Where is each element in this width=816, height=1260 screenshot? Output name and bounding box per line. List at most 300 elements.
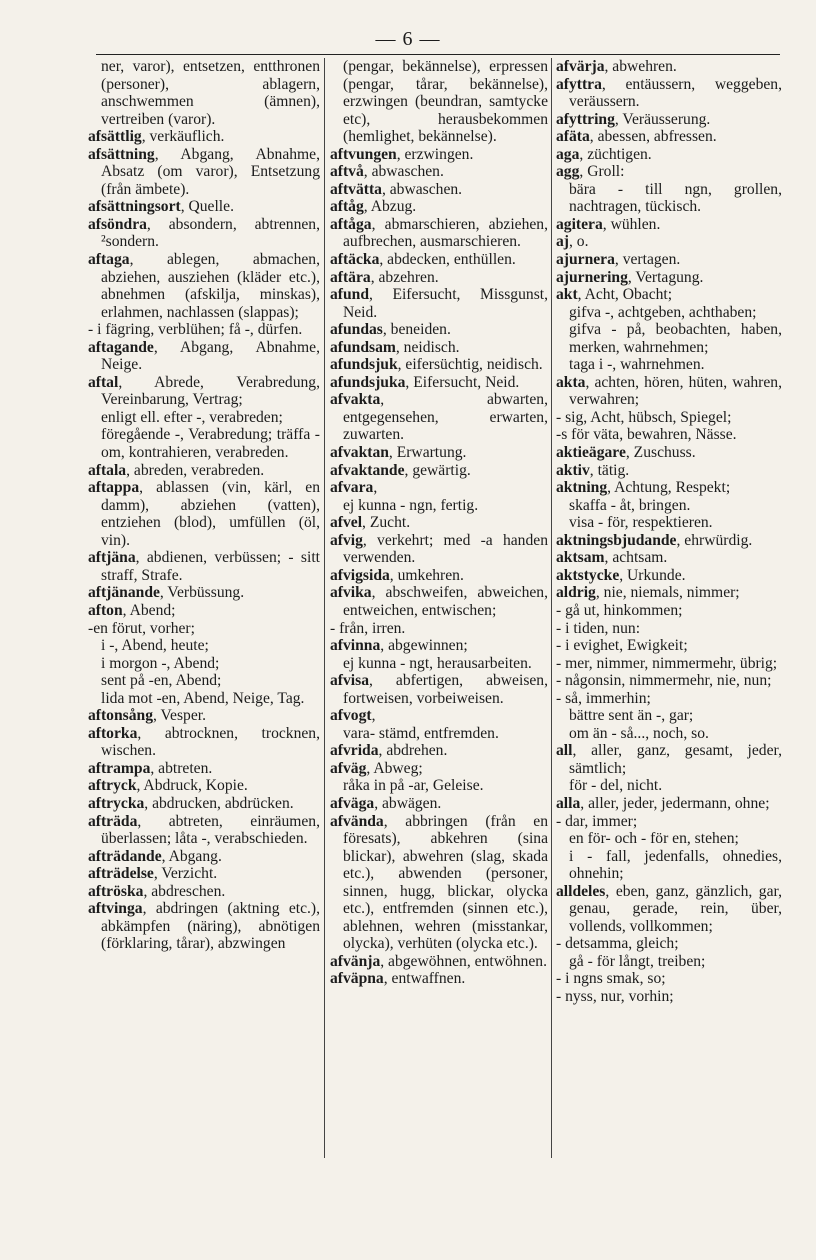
dictionary-entry: [556, 163, 782, 181]
dictionary-entry: [330, 620, 548, 638]
entry-headword: aj: [556, 233, 569, 251]
entry-headword: afvaktande: [330, 461, 405, 479]
entry-text: , Abgang.: [161, 847, 222, 865]
dictionary-entry: [556, 567, 782, 585]
dictionary-entry: [330, 584, 548, 619]
entry-text: , Abweg;: [366, 759, 423, 777]
entry-text: , ablegen, abmachen, abziehen, ausziehen (kläder etc.), abnehmen (afskilja, minskas), erlahmen, nachlassen (slappas);: [101, 251, 320, 321]
entry-headword: afäta: [556, 128, 590, 146]
dictionary-entry: [556, 988, 782, 1006]
entry-text: - detsamma, gleich;: [556, 935, 679, 953]
entry-text: , Acht, Obacht;: [577, 286, 673, 304]
entry-text: , nie, niemals, nimmer;: [595, 584, 740, 602]
entry-text: , Abend;: [122, 601, 176, 619]
entry-headword: aftjänande: [88, 584, 160, 602]
entry-headword: aftryck: [88, 777, 137, 795]
entry-headword: aga: [556, 145, 580, 163]
entry-text: , abwarten, entgegensehen, erwarten, zuwarten.: [343, 391, 548, 444]
entry-text: - mer, nimmer, nimmermehr, übrig;: [556, 654, 778, 672]
dictionary-entry: [556, 269, 782, 287]
dictionary-entry: [330, 479, 548, 497]
dictionary-entry: [330, 725, 548, 743]
entry-text: - från, irren.: [330, 619, 406, 637]
entry-text: , ehrwürdig.: [676, 531, 753, 549]
entry-headword: aftala: [88, 461, 127, 479]
entry-headword: afsättlig: [88, 128, 142, 146]
entry-text: -en förut, vorher;: [88, 619, 195, 637]
entry-text: - i fägring, verblühen; få -, dürfen.: [88, 321, 303, 339]
dictionary-entry: [88, 690, 320, 708]
dictionary-entry: [330, 637, 548, 655]
dictionary-entry: [556, 479, 782, 497]
dictionary-entry: [556, 935, 782, 953]
entry-text: - så, immerhin;: [556, 689, 651, 707]
dictionary-entry: [556, 216, 782, 234]
entry-text: , tätig.: [589, 461, 630, 479]
dictionary-entry: [88, 462, 320, 480]
entry-headword: aktstycke: [556, 566, 620, 584]
entry-text: - i ngns smak, so;: [556, 970, 666, 988]
dictionary-entry: [556, 304, 782, 322]
entry-text: bättre sent än -, gar;: [569, 707, 694, 725]
entry-text: , achtsam.: [604, 549, 668, 567]
entry-headword: afvinna: [330, 637, 381, 655]
entry-headword: afvända: [330, 812, 384, 830]
column-3: [556, 58, 782, 1006]
dictionary-entry: [556, 76, 782, 111]
entry-text: , abwägen.: [374, 794, 442, 812]
entry-text: , Quelle.: [180, 198, 234, 216]
entry-headword: aftåga: [330, 215, 372, 233]
entry-text: föregående -, Verabredung; träffa - om, kontrahieren, verabreden.: [101, 426, 320, 462]
entry-text: taga i -, wahrnehmen.: [569, 356, 705, 374]
dictionary-entry: [88, 216, 320, 251]
entry-text: , abbringen (från en föresats), abkehren (sina blickar), abwehren (slag, skada etc.), abwenden (personer, sinnen, hugg, blickar, olycka etc.), entfremden (sinnen etc.), ablehnen, wehren (misstankar, olycka), verhüten (olycka etc.).: [343, 812, 548, 953]
entry-text: skaffa - åt, bringen.: [569, 496, 691, 514]
entry-headword: afundsjuka: [330, 373, 406, 391]
dictionary-entry: [556, 970, 782, 988]
entry-headword: aftrampa: [88, 759, 151, 777]
entry-text: , entäussern, weggeben, veräussern.: [569, 75, 782, 111]
entry-text: , Zuschuss.: [625, 444, 696, 462]
entry-text: vara- stämd, entfremden.: [343, 724, 499, 742]
entry-headword: afvrida: [330, 742, 379, 760]
dictionary-entry: [330, 181, 548, 199]
entry-headword: agitera: [556, 215, 603, 233]
dictionary-entry: [88, 655, 320, 673]
dictionary-entry: [88, 777, 320, 795]
entry-headword: afyttring: [556, 110, 615, 128]
entry-text: , aller, ganz, gesamt, jeder, sämtlich;: [569, 742, 782, 777]
entry-text: - i evighet, Ewigkeit;: [556, 637, 688, 655]
entry-text: , abwaschen.: [363, 163, 444, 181]
entry-headword: afvaktan: [330, 444, 389, 462]
dictionary-entry: [556, 725, 782, 743]
entry-headword: aktsam: [556, 549, 605, 567]
entry-text: , Vesper.: [153, 707, 206, 725]
entry-text: , vertagen.: [614, 251, 681, 269]
entry-text: (pengar, bekännelse), erpressen (pengar, tårar, bekännelse), erzwingen (beundran, samtycke etc), herausbekommen (hemlighet, bekännelse).: [343, 58, 548, 146]
entry-headword: aftrycka: [88, 794, 145, 812]
entry-text: , abfertigen, abweisen, fortweisen, vorbeiweisen.: [343, 672, 548, 707]
entry-text: , Abzug.: [363, 198, 417, 216]
entry-text: , abdrucken, abdrücken.: [144, 794, 294, 812]
dictionary-entry: [330, 462, 548, 480]
dictionary-entry: [88, 58, 320, 128]
entry-headword: afväga: [330, 794, 375, 812]
dictionary-entry: [556, 848, 782, 883]
entry-text: , abessen, abfressen.: [589, 128, 717, 146]
entry-text: , abdringen (aktning etc.), abkämpfen (näring), abnötigen (förklaring, tårar), abzwingen: [101, 900, 320, 953]
dictionary-entry: [88, 672, 320, 690]
entry-text: , abtreten.: [150, 759, 213, 777]
dictionary-entry: [88, 339, 320, 374]
dictionary-entry: [88, 321, 320, 339]
dictionary-entry: [330, 374, 548, 392]
entry-headword: aftröska: [88, 882, 144, 900]
entry-headword: alla: [556, 794, 581, 812]
entry-headword: afsättning: [88, 145, 155, 163]
entry-text: , Abgang, Abnahme, Neige.: [101, 338, 320, 374]
dictionary-entry: [88, 602, 320, 620]
entry-text: , abdecken, enthüllen.: [379, 251, 516, 269]
dictionary-entry: [556, 321, 782, 356]
entry-text: , entwaffnen.: [383, 970, 466, 988]
entry-text: , Erwartung.: [388, 444, 467, 462]
dictionary-entry: [556, 883, 782, 936]
dictionary-entry: [330, 655, 548, 673]
entry-text: - någonsin, nimmermehr, nie, nun;: [556, 672, 772, 690]
dictionary-entry: [88, 848, 320, 866]
entry-headword: akt: [556, 286, 578, 304]
entry-text: , Urkunde.: [619, 566, 686, 584]
dictionary-entry: [556, 690, 782, 708]
entry-text: , ablassen (vin, kärl, en damm), abziehen (vatten), entziehen (blod), umfüllen (öl, vin).: [101, 479, 320, 549]
dictionary-entry: [556, 637, 782, 655]
entry-text: , wühlen.: [602, 215, 661, 233]
entry-headword: afvakta: [330, 391, 381, 409]
dictionary-entry: [556, 58, 782, 76]
entry-text: , erzwingen.: [396, 145, 474, 163]
entry-headword: aktning: [556, 479, 608, 497]
entry-text: , absondern, abtrennen, ²sondern.: [101, 215, 320, 251]
entry-text: , abtreten, einräumen, überlassen; låta -, verabschieden.: [101, 812, 320, 848]
dictionary-entry: [88, 374, 320, 409]
entry-headword: afträdande: [88, 847, 162, 865]
entry-text: , Zucht.: [362, 514, 411, 532]
dictionary-entry: [556, 497, 782, 515]
dictionary-entry: [88, 760, 320, 778]
dictionary-entry: [88, 637, 320, 655]
entry-text: , Eifersucht, Missgunst, Neid.: [343, 286, 548, 321]
entry-text: , abdreschen.: [143, 882, 226, 900]
dictionary-entry: [330, 567, 548, 585]
entry-headword: aktieägare: [556, 444, 626, 462]
entry-headword: aftaga: [88, 251, 130, 269]
entry-text: ej kunna - ngt, herausarbeiten.: [343, 654, 532, 672]
dictionary-entry: [88, 725, 320, 760]
column-separator: [324, 58, 325, 1158]
entry-text: , Abrede, Verabredung, Vereinbarung, Vertrag;: [101, 373, 320, 409]
dictionary-entry: [556, 813, 782, 831]
dictionary-entry: [330, 672, 548, 707]
entry-text: - gå ut, hinkommen;: [556, 601, 683, 619]
entry-headword: aftäcka: [330, 251, 380, 269]
entry-headword: aftvinga: [88, 900, 143, 918]
entry-text: , züchtigen.: [579, 145, 652, 163]
dictionary-entry: [88, 795, 320, 813]
entry-headword: afväpna: [330, 970, 384, 988]
entry-text: en för- och - för en, stehen;: [569, 830, 739, 848]
header-rule: [96, 54, 780, 55]
entry-headword: afvänja: [330, 952, 381, 970]
dictionary-entry: [330, 146, 548, 164]
dictionary-entry: [88, 198, 320, 216]
dictionary-entry: [330, 742, 548, 760]
entry-headword: afsöndra: [88, 215, 147, 233]
entry-text: , abdrehen.: [378, 742, 448, 760]
dictionary-entry: [556, 514, 782, 532]
dictionary-entry: [556, 251, 782, 269]
entry-text: , verkehrt; med -a handen verwenden.: [343, 531, 548, 567]
entry-headword: aftära: [330, 268, 371, 286]
entry-headword: afträdelse: [88, 865, 154, 883]
entry-text: lida mot -en, Abend, Neige, Tag.: [101, 689, 305, 707]
dictionary-entry: [330, 444, 548, 462]
dictionary-entry: [556, 830, 782, 848]
page-number: — 6 —: [375, 28, 441, 50]
dictionary-entry: [330, 795, 548, 813]
dictionary-entry: [556, 795, 782, 813]
entry-text: - sig, Acht, hübsch, Spiegel;: [556, 408, 732, 426]
dictionary-entry: [330, 321, 548, 339]
entry-text: , beneiden.: [382, 321, 451, 339]
dictionary-entry: [556, 356, 782, 374]
entry-headword: afvogt: [330, 707, 372, 725]
dictionary-entry: [330, 269, 548, 287]
entry-text: i -, Abend, heute;: [101, 637, 209, 655]
dictionary-entry: [88, 900, 320, 953]
entry-headword: afvigsida: [330, 566, 390, 584]
dictionary-entry: [556, 549, 782, 567]
dictionary-entry: [330, 953, 548, 971]
entry-headword: afund: [330, 286, 370, 304]
entry-text: , abdienen, verbüssen; - sitt straff, Strafe.: [101, 549, 320, 584]
entry-headword: afvisa: [330, 672, 369, 690]
dictionary-entry: [556, 426, 782, 444]
dictionary-entry: [88, 479, 320, 549]
entry-headword: aftåg: [330, 198, 364, 216]
dictionary-entry: [556, 146, 782, 164]
dictionary-entry: [556, 655, 782, 673]
dictionary-entry: [330, 532, 548, 567]
dictionary-entry: [556, 181, 782, 216]
entry-text: sent på -en, Abend;: [101, 672, 222, 690]
entry-text: , neidisch.: [395, 338, 460, 356]
dictionary-entry: [88, 409, 320, 427]
dictionary-entry: [330, 286, 548, 321]
entry-headword: afyttra: [556, 75, 602, 93]
dictionary-entry: [556, 602, 782, 620]
dictionary-entry: [88, 620, 320, 638]
dictionary-entry: [556, 286, 782, 304]
dictionary-entry: [556, 742, 782, 777]
dictionary-entry: [330, 813, 548, 953]
entry-headword: aftvätta: [330, 180, 382, 198]
entry-text: - dar, immer;: [556, 812, 638, 830]
entry-text: gå - för långt, treiben;: [569, 952, 706, 970]
entry-headword: afvel: [330, 514, 363, 532]
entry-text: , Verzicht.: [153, 865, 218, 883]
dictionary-entry: [88, 128, 320, 146]
entry-headword: aldrig: [556, 584, 596, 602]
entry-headword: aftvungen: [330, 145, 397, 163]
entry-headword: aktiv: [556, 461, 590, 479]
entry-text: , Vertagung.: [627, 268, 704, 286]
dictionary-entry: [556, 584, 782, 602]
entry-text: visa - för, respektieren.: [569, 514, 713, 532]
entry-text: , Eifersucht, Neid.: [405, 373, 520, 391]
entry-headword: afundsam: [330, 338, 396, 356]
entry-headword: aftonsång: [88, 707, 153, 725]
dictionary-entry: [330, 198, 548, 216]
entry-headword: afton: [88, 601, 123, 619]
dictionary-entry: [88, 251, 320, 321]
entry-text: ,: [371, 707, 376, 725]
dictionary-entry: [330, 760, 548, 778]
entry-text: , verkäuflich.: [141, 128, 225, 146]
entry-headword: afvara: [330, 479, 374, 497]
dictionary-entry: [556, 672, 782, 690]
entry-text: , eifersüchtig, neidisch.: [397, 356, 543, 374]
dictionary-entry: [556, 620, 782, 638]
dictionary-entry: [330, 163, 548, 181]
entry-text: enligt ell. efter -, verabreden;: [101, 408, 283, 426]
dictionary-entry: [330, 707, 548, 725]
entry-headword: akta: [556, 373, 586, 391]
entry-text: , abgewöhnen, entwöhnen.: [380, 952, 547, 970]
entry-text: i - fall, jedenfalls, ohnedies, ohnehin;: [569, 847, 782, 883]
entry-headword: afvig: [330, 531, 363, 549]
dictionary-entry: [556, 128, 782, 146]
entry-text: i morgon -, Abend;: [101, 654, 220, 672]
entry-text: , gewärtig.: [404, 461, 471, 479]
entry-headword: aftagande: [88, 338, 154, 356]
dictionary-entry: [88, 813, 320, 848]
dictionary-entry: [330, 339, 548, 357]
entry-text: , Verbüssung.: [159, 584, 245, 602]
dictionary-entry: [330, 497, 548, 515]
entry-headword: afträda: [88, 812, 138, 830]
column-1: [88, 58, 320, 953]
entry-headword: aftvå: [330, 163, 364, 181]
entry-text: bära - till ngn, grollen, nachtragen, tückisch.: [569, 180, 782, 216]
entry-headword: afvika: [330, 584, 372, 602]
entry-text: , abtrocknen, trocknen, wischen.: [101, 724, 320, 760]
entry-text: - nyss, nur, vorhin;: [556, 987, 674, 1005]
entry-headword: aftorka: [88, 724, 138, 742]
column-2: [330, 58, 548, 988]
dictionary-entry: [330, 251, 548, 269]
dictionary-entry: [556, 444, 782, 462]
dictionary-entry: [88, 146, 320, 199]
entry-text: , abwehren.: [604, 58, 677, 75]
entry-text: , abreden, verabreden.: [126, 461, 265, 479]
dictionary-entry: [330, 970, 548, 988]
entry-headword: aftal: [88, 373, 119, 391]
column-separator: [551, 58, 552, 1158]
entry-text: , abwaschen.: [381, 180, 463, 198]
dictionary-entry: [556, 374, 782, 409]
entry-headword: afvärja: [556, 58, 605, 75]
entry-text: , achten, hören, hüten, wahren, verwahren;: [569, 373, 782, 409]
entry-text: om än - så..., noch, so.: [569, 724, 709, 742]
dictionary-entry: [88, 549, 320, 584]
dictionary-entry: [330, 391, 548, 444]
entry-headword: ajurnera: [556, 251, 615, 269]
entry-text: -s för väta, bewahren, Nässe.: [556, 426, 737, 444]
dictionary-entry: [88, 865, 320, 883]
dictionary-entry: [88, 426, 320, 461]
entry-text: , abzehren.: [370, 268, 439, 286]
entry-text: , o.: [569, 233, 589, 251]
entry-headword: aftjäna: [88, 549, 136, 567]
dictionary-entry: [330, 216, 548, 251]
dictionary-entry: [556, 233, 782, 251]
entry-headword: aftappa: [88, 479, 140, 497]
entry-text: , aller, jeder, jedermann, ohne;: [580, 794, 770, 812]
entry-text: , abmarschieren, abziehen, aufbrechen, ausmarschieren.: [343, 215, 548, 251]
dictionary-entry: [556, 953, 782, 971]
dictionary-entry: [556, 707, 782, 725]
dictionary-entry: [556, 462, 782, 480]
entry-headword: afundas: [330, 321, 383, 339]
entry-text: , Achtung, Respekt;: [607, 479, 731, 497]
entry-text: , Groll:: [579, 163, 625, 181]
entry-text: , abschweifen, abweichen, entweichen, entwischen;: [343, 584, 548, 619]
dictionary-entry: [330, 58, 548, 146]
entry-text: , eben, ganz, gänzlich, gar, genau, gerade, rein, über, vollends, vollkommen;: [569, 882, 782, 935]
entry-text: , umkehren.: [389, 566, 464, 584]
entry-headword: afväg: [330, 759, 367, 777]
dictionary-entry: [556, 777, 782, 795]
entry-text: råka in på -ar, Geleise.: [343, 777, 484, 795]
dictionary-entry: [330, 777, 548, 795]
entry-headword: afsättningsort: [88, 198, 181, 216]
dictionary-entry: [88, 584, 320, 602]
entry-text: , abgewinnen;: [380, 637, 468, 655]
entry-text: , Abgang, Abnahme, Absatz (om varor), Entsetzung (från ämbete).: [101, 145, 320, 198]
entry-text: gifva - på, beobachten, haben, merken, wahrnehmen;: [569, 321, 782, 356]
dictionary-entry: [556, 532, 782, 550]
entry-text: gifva -, achtgeben, achthaben;: [569, 303, 757, 321]
entry-text: , Abdruck, Kopie.: [136, 777, 248, 795]
entry-headword: afundsjuk: [330, 356, 398, 374]
dictionary-entry: [88, 707, 320, 725]
entry-text: ej kunna - ngn, fertig.: [343, 496, 479, 514]
entry-headword: alldeles: [556, 882, 606, 900]
entry-text: ,: [373, 479, 378, 497]
entry-text: - i tiden, nun:: [556, 619, 641, 637]
dictionary-entry: [556, 111, 782, 129]
dictionary-entry: [556, 409, 782, 427]
entry-headword: agg: [556, 163, 580, 181]
entry-text: för - del, nicht.: [569, 777, 663, 795]
entry-headword: all: [556, 742, 573, 760]
dictionary-entry: [330, 356, 548, 374]
entry-headword: ajurnering: [556, 268, 628, 286]
dictionary-entry: [330, 514, 548, 532]
